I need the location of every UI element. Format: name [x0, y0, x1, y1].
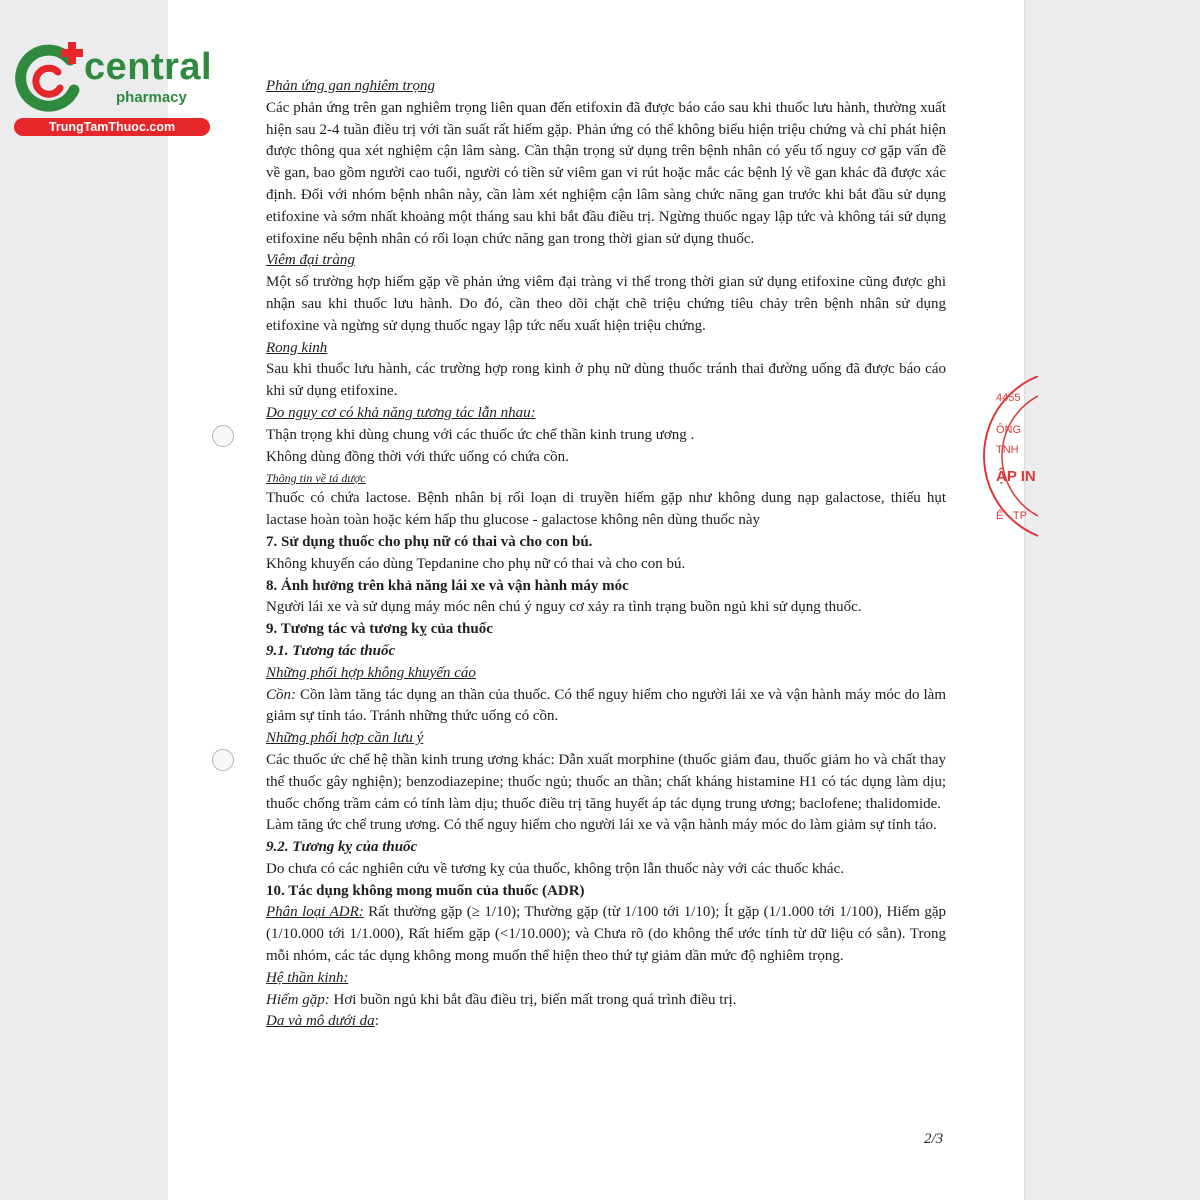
document-body	[266, 76, 946, 1033]
label-alcohol: Cồn:	[266, 686, 296, 703]
section-title-interaction-risk: Do nguy cơ có khả năng tương tác lẫn nhau:	[266, 404, 536, 421]
logo-mark-icon	[8, 38, 92, 122]
label-skin: Da và mô dưới da	[266, 1013, 375, 1030]
paragraph-alcohol-interaction	[266, 685, 946, 729]
text-alcohol-interaction: Cồn làm tăng tác dụng an thần của thuốc. Có thể nguy hiểm cho người lái xe và vận hành máy móc do làm giảm sự tỉnh táo. Tránh những thức uống có cồn.	[266, 686, 946, 725]
pharmacy-logo[interactable]	[8, 38, 218, 138]
paragraph-menorrhagia: Sau khi thuốc lưu hành, các trường hợp rong kinh ở phụ nữ dùng thuốc tránh thai đường uống đã được báo cáo khi sử dụng etifoxine.	[266, 361, 946, 400]
logo-subtitle: pharmacy	[116, 89, 187, 106]
paragraph-adr-classification	[266, 902, 946, 967]
stamp-text-2: ÔNG	[996, 424, 1022, 436]
stamp-text-5: Ê - TP	[996, 510, 1027, 522]
stamp-text-4: ẬP IN	[996, 468, 1036, 485]
paragraph-8: Người lái xe và sử dụng máy móc nên chú ý nguy cơ xảy ra tình trạng buồn ngủ khi sử dụng thuốc.	[266, 599, 862, 616]
stamp-text-1: 4455	[996, 392, 1021, 404]
heading-9-2: 9.2. Tương kỵ của thuốc	[266, 839, 418, 856]
section-title-menorrhagia: Rong kinh	[266, 339, 328, 356]
skin-colon: :	[374, 1013, 379, 1030]
heading-9-1: 9.1. Tương tác thuốc	[266, 642, 396, 659]
heading-9: 9. Tương tác và tương kỵ của thuốc	[266, 621, 493, 638]
paragraph-7: Không khuyến cáo dùng Tepdanine cho phụ nữ có thai và cho con bú.	[266, 555, 686, 572]
section-title-not-recommended: Những phối hợp không khuyến cáo	[266, 664, 476, 681]
punch-hole-bottom	[212, 749, 234, 771]
paragraph-liver: Các phản ứng trên gan nghiêm trọng liên quan đến etifoxin đã được báo cáo sau khi thuốc lưu hành, thường xuất hiện sau 2-4 tuần điều trị với tần suất rất hiếm gặp. Phản ứng có thể không biểu hiện triệu chứng và chỉ phát hiện được thông qua xét nghiệm cận lâm sàng. Cần thận trọng sử dụng trên bệnh nhân có yếu tố nguy cơ gặp vấn đề về gan, bao gồm người cao tuổi, người có tiền sử viêm gan vi rút hoặc mắc các bệnh lý về gan khác đã được xác định. Đối với nhóm bệnh nhân này, cần làm xét nghiệm cận lâm sàng chức năng gan trước khi bắt đầu sử dụng etifoxine và sớm nhất khoảng một tháng sau khi bắt đầu điều trị. Ngừng thuốc ngay lập tức và không tái sử dụng etifoxine nếu bệnh nhân có rối loạn chức năng gan trong thời gian sử dụng thuốc.	[266, 99, 946, 247]
stamp-text-3: TNH	[996, 444, 1019, 456]
page-number: 2/3	[924, 1131, 944, 1147]
section-title-liver: Phản ứng gan nghiêm trọng	[266, 78, 436, 94]
paragraph-9-2: Do chưa có các nghiên cứu về tương kỵ của thuốc, không trộn lẫn thuốc này với các thuốc khác.	[266, 860, 844, 877]
section-title-caution-combos: Những phối hợp cần lưu ý	[266, 730, 424, 747]
label-adr: Phân loại ADR:	[266, 904, 364, 921]
punch-hole-top	[212, 425, 234, 447]
paragraph-nervous-system	[266, 990, 946, 1012]
logo-site-url: TrungTamThuoc.com	[14, 118, 210, 136]
heading-7: 7. Sử dụng thuốc cho phụ nữ có thai và cho con bú.	[266, 533, 593, 550]
paragraph-cns-depressants: Các thuốc ức chế hệ thần kinh trung ương khác: Dẫn xuất morphine (thuốc giảm đau, thuốc giảm ho và chất thay thế thuốc gây nghiện); benzodiazepine; thuốc ngủ; thuốc an thần; chất kháng histamine H1 có tác dụng làm dịu; thuốc chống trầm cảm có tính làm dịu; thuốc điều trị tăng huyết áp tác dụng trung ương; baclofene; thalidomide.	[266, 751, 946, 812]
paragraph-alcohol: Không dùng đồng thời với thức uống có chứa cồn.	[266, 448, 569, 465]
label-rare: Hiếm gặp:	[266, 991, 330, 1008]
heading-10: 10. Tác dụng không mong muốn của thuốc (ADR)	[266, 882, 585, 899]
logo-wordmark: central	[84, 46, 213, 88]
heading-8: 8. Ảnh hưởng trên khả năng lái xe và vận hành máy móc	[266, 577, 629, 594]
section-title-excipients: Thông tin về tá dược	[266, 471, 366, 486]
paragraph-lactose: Thuốc có chứa lactose. Bệnh nhân bị rối loạn di truyền hiếm gặp như không dung nạp galactose, thiếu hụt lactase hoàn toàn hoặc kém hấp thu glucose - galactose không nên dùng thuốc này	[266, 490, 946, 529]
section-title-colitis: Viêm đại tràng	[266, 252, 355, 269]
text-nervous-system: Hơi buồn ngủ khi bắt đầu điều trị, biến mất trong quá trình điều trị.	[329, 991, 737, 1008]
section-title-skin	[266, 1011, 946, 1033]
section-title-nervous-system: Hệ thần kinh:	[266, 969, 349, 986]
company-stamp	[978, 376, 1038, 546]
paragraph-colitis: Một số trường hợp hiếm gặp về phản ứng viêm đại tràng vi thể trong thời gian sử dụng etifoxine cũng được ghi nhận sau khi thuốc lưu hành. Do đó, cần theo dõi chặt chẽ triệu chứng tiêu chảy trên bệnh nhân sử dụng etifoxine và ngừng sử dụng thuốc ngay lập tức nếu xuất hiện triệu chứng.	[266, 274, 946, 334]
text-adr: Rất thường gặp (≥ 1/10); Thường gặp (từ 1/100 tới 1/10); Ít gặp (1/1.000 tới 1/100), Hiếm gặp (1/10.000 tới 1/1.000), Rất hiếm gặp (<1/10.000); và Chưa rõ (do không thể ước tính từ dữ liệu có sẵn). Trong mỗi nhóm, các tác dụng không mong muốn thể hiện theo thứ tự giảm dần mức độ nghiêm trọng.	[266, 904, 946, 965]
paragraph-cns-effect: Làm tăng ức chế trung ương. Có thể nguy hiểm cho người lái xe và vận hành máy móc do làm giảm sự tỉnh táo.	[266, 817, 937, 834]
paragraph-cns-caution: Thận trọng khi dùng chung với các thuốc ức chế thần kinh trung ương .	[266, 426, 695, 443]
